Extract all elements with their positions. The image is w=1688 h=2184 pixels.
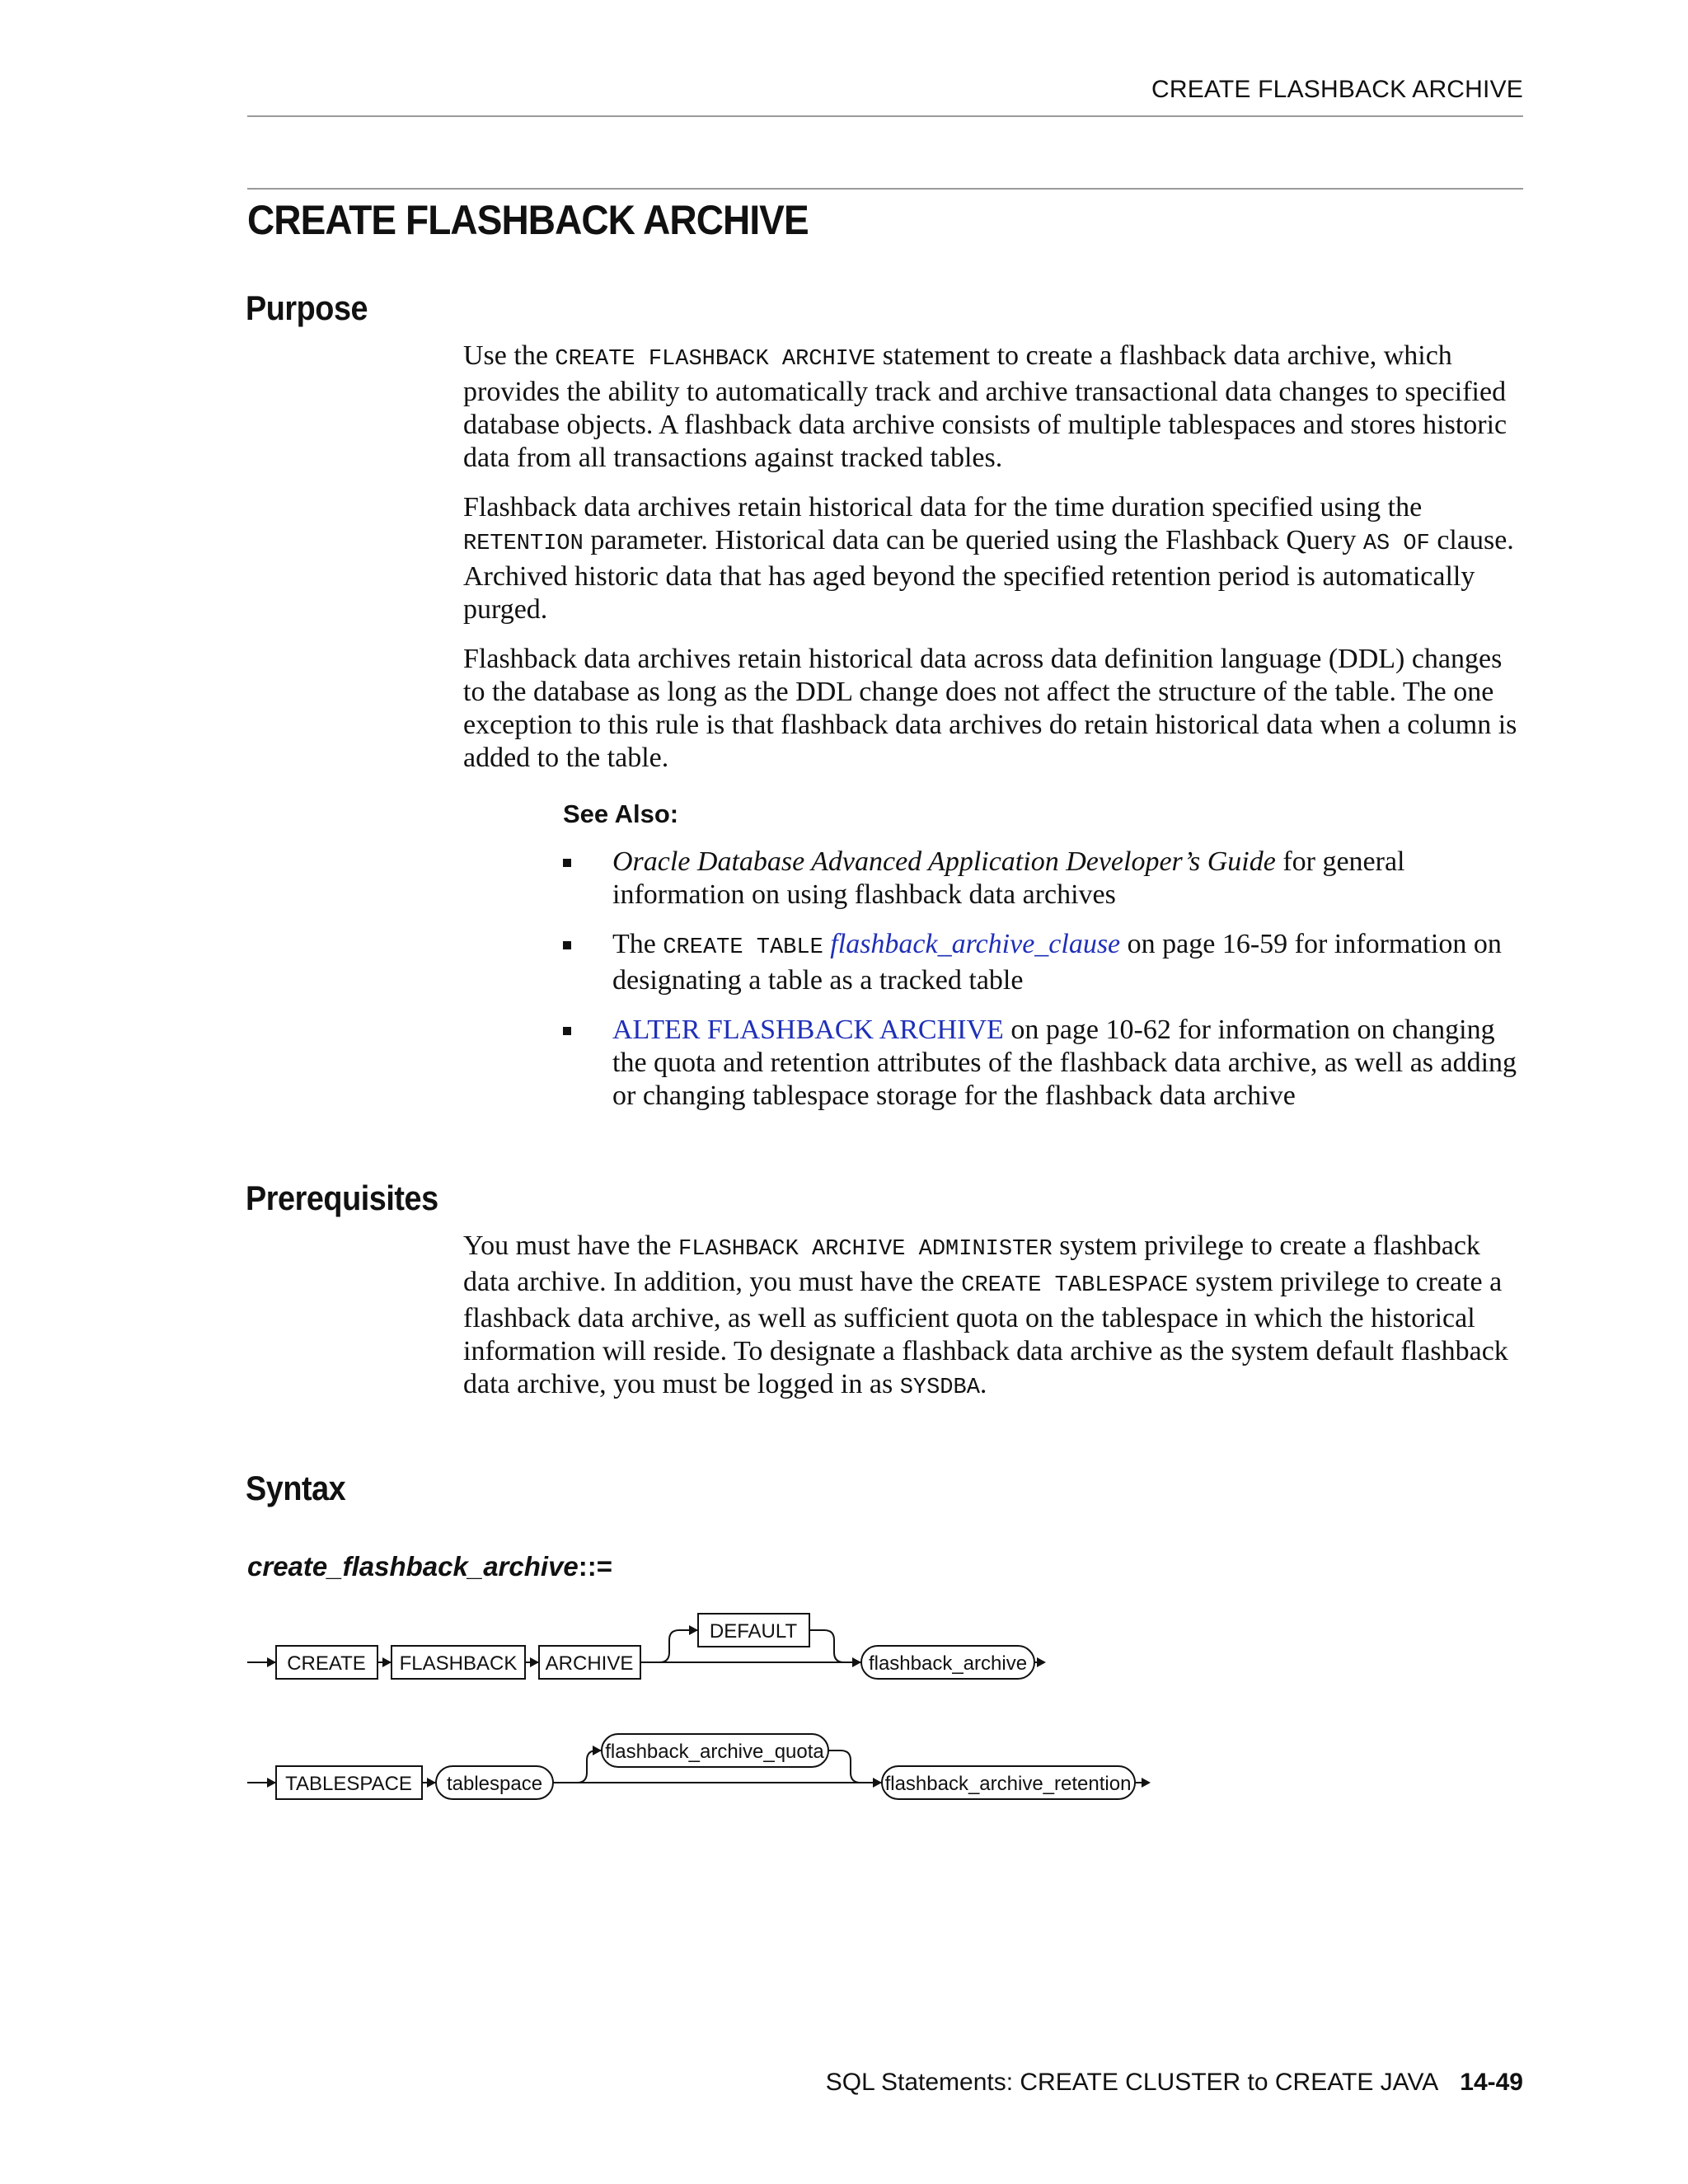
purpose-paragraph-2: Flashback data archives retain historical data for the time duration specified using the RETENTION parameter. Historical data can be queried using the Flashback Query AS OF clause. Archived historic data that has aged beyond the specified retention period is automatically purged. <box>463 492 1514 625</box>
arrow-right-icon <box>593 1746 602 1755</box>
purpose-paragraph-3: Flashback data archives retain historical data across data definition language (DDL) changes to the database as long as the DDL change does not affect the structure of the table. The one exception to this rule is that flashback data archives do retain historical data when a column is added to the table. <box>463 644 1517 773</box>
arrow-right-icon <box>1142 1778 1151 1788</box>
arrow-right-icon <box>852 1657 861 1667</box>
see-also-item: The CREATE TABLE flashback_archive_clause on page 16-59 for information on designating a table as a tracked table <box>563 928 1519 997</box>
nt-tablespace: tablespace <box>446 1773 543 1795</box>
nt-flashback-archive-quota: flashback_archive_quota <box>605 1741 824 1763</box>
arrow-right-icon <box>1037 1657 1046 1667</box>
nt-flashback-archive-retention: flashback_archive_retention <box>884 1773 1132 1795</box>
arrow-icons <box>267 1625 1151 1788</box>
running-header: CREATE FLASHBACK ARCHIVE <box>1151 76 1523 103</box>
prerequisites-paragraph: You must have the FLASHBACK ARCHIVE ADMINISTER system privilege to create a flashback data archive. In addition, you must have the CREATE TABLESPACE system privilege to create a flashback data archive, as well as sufficient quota on the tablespace in which the historical information will reside. To designate a flashback data archive as the system default flashback data archive, you must be logged in as SYSDBA. <box>463 1230 1508 1400</box>
alter-flashback-archive-link[interactable]: ALTER FLASHBACK ARCHIVE <box>612 1015 1004 1045</box>
see-also-heading: See Also: <box>563 799 679 828</box>
kw-archive: ARCHIVE <box>545 1652 634 1675</box>
arrow-right-icon <box>689 1625 698 1635</box>
prerequisites-heading: Prerequisites <box>246 1179 438 1217</box>
purpose-heading: Purpose <box>246 288 368 327</box>
flashback-archive-clause-link[interactable]: flashback_archive_clause <box>830 929 1121 959</box>
kw-create: CREATE <box>287 1652 366 1675</box>
arrow-right-icon <box>267 1657 276 1667</box>
arrow-right-icon <box>427 1778 436 1788</box>
arrow-right-icon <box>382 1657 392 1667</box>
syntax-rule-label: create_flashback_archive::= <box>247 1551 613 1582</box>
page-number: 14-49 <box>1460 2069 1523 2096</box>
page-footer <box>826 2069 1523 2097</box>
arrow-right-icon <box>873 1778 882 1788</box>
arrow-right-icon <box>530 1657 539 1667</box>
syntax-heading: Syntax <box>246 1469 346 1507</box>
see-also-item: Oracle Database Advanced Application Developer’s Guide for general information on using flashback data archives <box>563 846 1519 912</box>
kw-flashback: FLASHBACK <box>399 1652 518 1675</box>
page-title: CREATE FLASHBACK ARCHIVE <box>247 197 809 243</box>
arrow-right-icon <box>267 1778 276 1788</box>
kw-tablespace: TABLESPACE <box>285 1773 412 1795</box>
nt-flashback-archive: flashback_archive <box>868 1652 1028 1675</box>
footer-text: SQL Statements: CREATE CLUSTER to CREATE JAVA <box>825 2069 1439 2096</box>
purpose-paragraph-1: Use the CREATE FLASHBACK ARCHIVE statement to create a flashback data archive, which provides the ability to automatically track and archive transactional data changes to specified database objects. A flashback data archive consists of multiple tablespaces and stores historic data from all transactions against tracked tables. <box>463 340 1507 473</box>
see-also-item: ALTER FLASHBACK ARCHIVE on page 10-62 for information on changing the quota and retention attributes of the flashback data archive, as well as adding or changing tablespace storage for the flashback data archive <box>563 1014 1519 1113</box>
kw-default: DEFAULT <box>709 1620 798 1643</box>
